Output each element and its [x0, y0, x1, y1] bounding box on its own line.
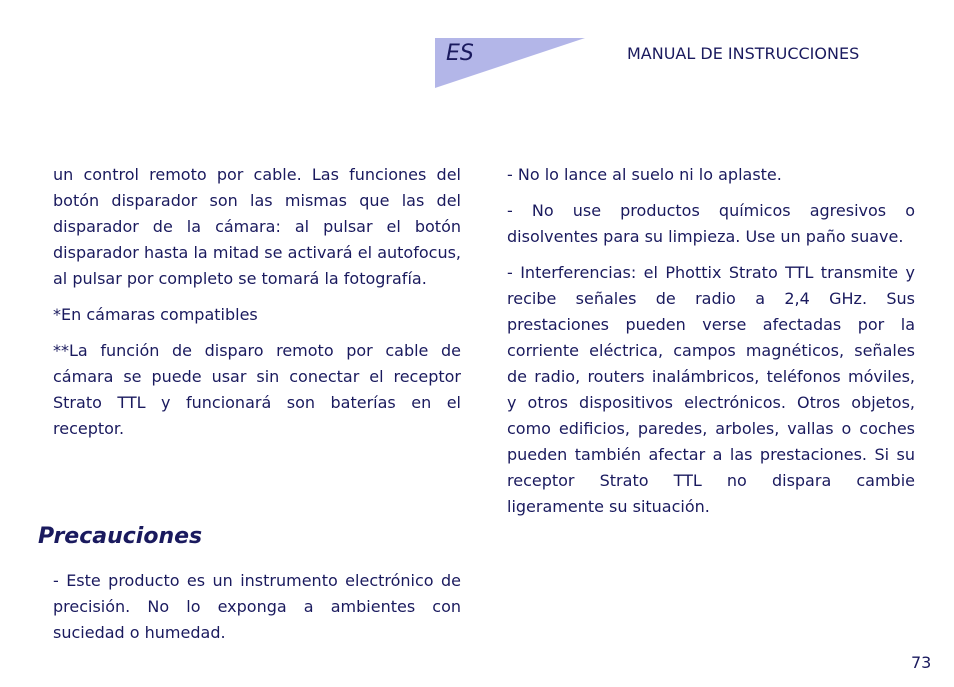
paragraph: **La función de disparo remoto por cable de cámara se puede usar sin conectar el receptor Strato TTL y funcionará son baterías en el receptor. [53, 341, 461, 438]
left-column [53, 162, 461, 452]
paragraph: - No lo lance al suelo ni lo aplaste. [507, 165, 782, 184]
right-column [507, 162, 915, 530]
paragraph: - Interferencias: el Phottix Strato TTL transmite y recibe señales de radio a 2,4 GHz. Sus prestaciones pueden verse afectadas por la corriente eléctrica, campos magnéticos, señales de radio, routers inalámbricos, teléfonos móviles, y otros dispositivos electrónicos. Otros objetos, como edificios, paredes, arboles, vallas o coches pueden también afectar a las prestaciones. Si su receptor Strato TTL no dispara cambie ligeramente su situación. [507, 263, 915, 516]
paragraph: un control remoto por cable. Las funciones del botón disparador son las mismas que las del disparador de la cámara: al pulsar el botón disparador hasta la mitad se activará el autofocus, al pulsar por completo se tomará la fotografía. [53, 165, 461, 288]
paragraph: - No use productos químicos agresivos o disolventes para su limpieza. Use un paño suave. [507, 201, 915, 246]
page-number: 73 [911, 653, 932, 672]
manual-title: MANUAL DE INSTRUCCIONES [627, 44, 860, 63]
paragraph: *En cámaras compatibles [53, 305, 258, 324]
paragraph: - Este producto es un instrumento electrónico de precisión. No lo exponga a ambientes con suciedad o humedad. [53, 571, 461, 642]
precautions-body [53, 568, 461, 656]
language-label: ES [446, 41, 474, 66]
section-title: Precauciones [38, 524, 203, 549]
